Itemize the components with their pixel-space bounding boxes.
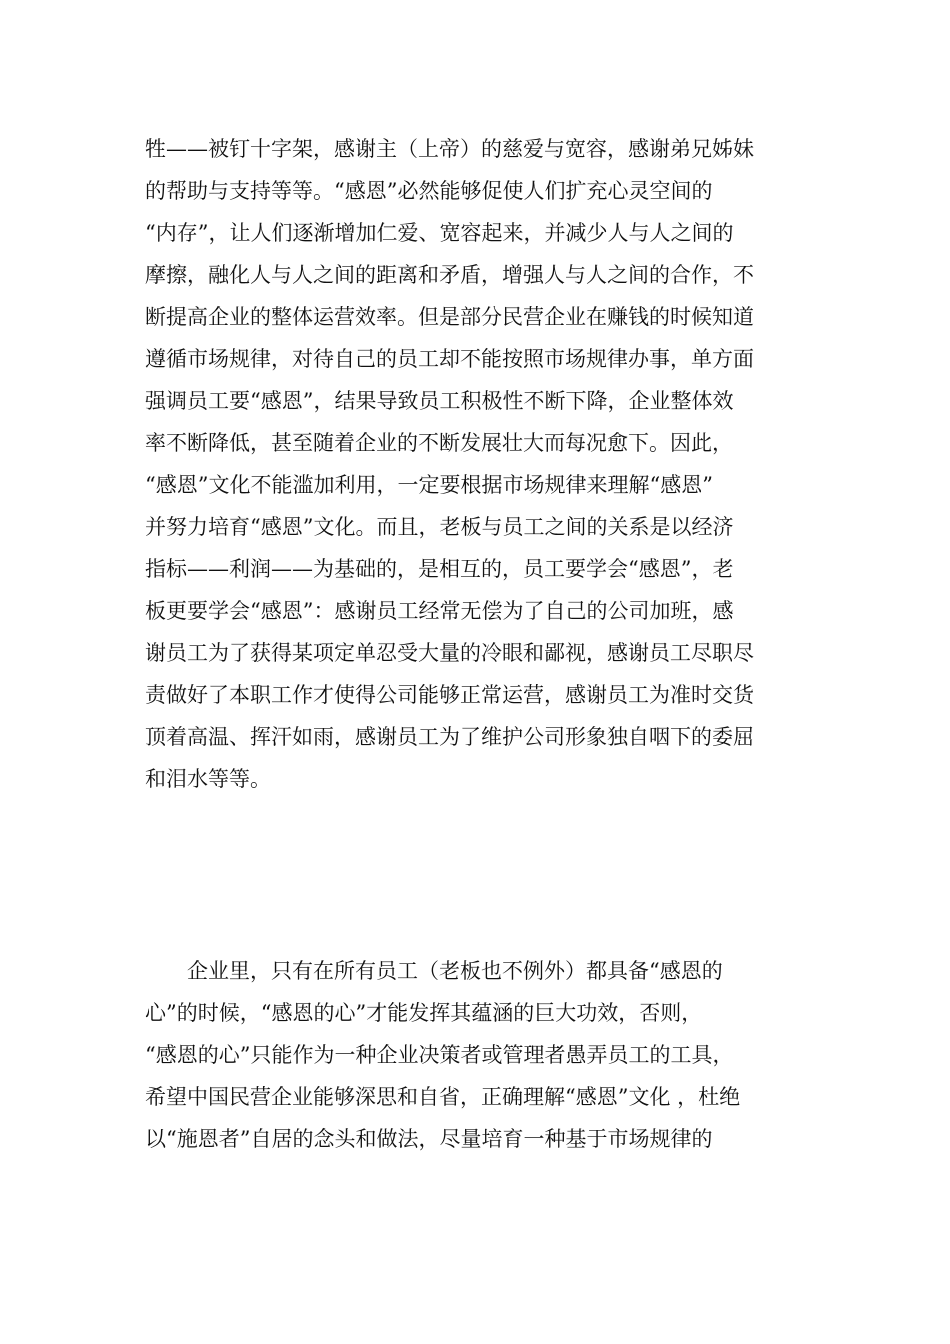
paragraph-1 bbox=[145, 128, 815, 800]
text-line: 希望中国民营企业能够深思和自省，正确理解“感恩”文化 ，杜绝 bbox=[145, 1085, 741, 1109]
text-line: 遵循市场规律，对待自己的员工却不能按照市场规律办事，单方面 bbox=[145, 347, 754, 371]
paragraph-2 bbox=[145, 950, 815, 1160]
text-line: 心”的时候，“感恩的心”才能发挥其蕴涵的巨大功效，否则， bbox=[145, 1001, 703, 1025]
text-line: 断提高企业的整体运营效率。但是部分民营企业在赚钱的时候知道 bbox=[145, 305, 754, 329]
text-line: “感恩”文化不能滥加利用，一定要根据市场规律来理解“感恩” bbox=[145, 473, 713, 497]
text-line: 牲——被钉十字架，感谢主（上帝）的慈爱与宽容，感谢弟兄姊妹 bbox=[145, 137, 754, 161]
text-line: 摩擦，融化人与人之间的距离和矛盾，增强人与人之间的合作，不 bbox=[145, 263, 754, 287]
text-line: 的帮助与支持等等。“感恩”必然能够促使人们扩充心灵空间的 bbox=[145, 179, 713, 203]
text-line: 指标——利润——为基础的，是相互的，员工要学会“感恩”，老 bbox=[145, 557, 734, 581]
text-line: 和泪水等等。 bbox=[145, 767, 271, 791]
text-line: 强调员工要“感恩”，结果导致员工积极性不断下降，企业整体效 bbox=[145, 389, 734, 413]
text-line: “感恩的心”只能作为一种企业决策者或管理者愚弄员工的工具， bbox=[145, 1043, 734, 1067]
text-line: 率不断降低，甚至随着企业的不断发展壮大而每况愈下。因此， bbox=[145, 431, 733, 455]
text-line: 板更要学会“感恩”：感谢员工经常无偿为了自己的公司加班，感 bbox=[145, 599, 734, 623]
text-line: 责做好了本职工作才使得公司能够正常运营，感谢员工为准时交货 bbox=[145, 683, 754, 707]
text-line: 顶着高温、挥汗如雨，感谢员工为了维护公司形象独自咽下的委屈 bbox=[145, 725, 754, 749]
text-line: 谢员工为了获得某项定单忍受大量的冷眼和鄙视，感谢员工尽职尽 bbox=[145, 641, 754, 665]
text-line: 并努力培育“感恩”文化。而且，老板与员工之间的关系是以经济 bbox=[145, 515, 734, 539]
text-line: “内存”，让人们逐渐增加仁爱、宽容起来，并减少人与人之间的 bbox=[145, 221, 734, 245]
text-line: 企业里，只有在所有员工（老板也不例外）都具备“感恩的 bbox=[145, 959, 723, 983]
text-line: 以“施恩者”自居的念头和做法，尽量培育一种基于市场规律的 bbox=[145, 1127, 713, 1151]
